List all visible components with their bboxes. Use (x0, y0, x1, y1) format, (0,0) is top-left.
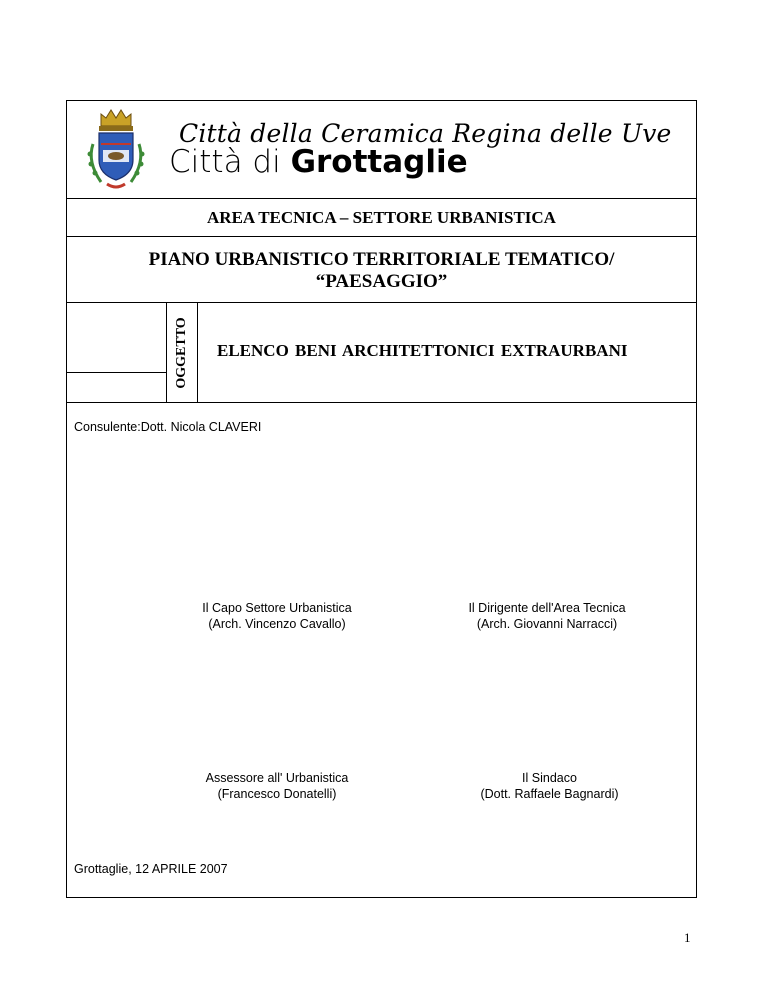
signature-name: (Arch. Vincenzo Cavallo) (208, 617, 346, 631)
signature-role: Assessore all' Urbanistica (205, 771, 349, 785)
signature-block-assessore (192, 770, 362, 802)
piano-title-line2: “PAESAGGIO” (315, 271, 448, 292)
date-line: Grottaglie, 12 APRILE 2007 (74, 862, 228, 876)
city-motto: Città della Ceramica Regina delle Uve (179, 119, 672, 148)
signature-name: (Francesco Donatelli) (217, 787, 337, 801)
area-row (67, 199, 696, 237)
oggetto-text: ELENCO BENI ARCHITETTONICI EXTRAURBANI (217, 341, 628, 360)
signature-role: Il Capo Settore Urbanistica (202, 601, 352, 615)
signature-block-sindaco (462, 770, 637, 802)
city-title (169, 146, 468, 178)
city-crest-logo (79, 104, 154, 194)
piano-row (67, 237, 696, 303)
piano-title-line1: PIANO URBANISTICO TERRITORIALE TEMATICO/ (148, 249, 615, 270)
consulente-line: Consulente:Dott. Nicola CLAVERI (74, 420, 262, 434)
letterhead (67, 101, 696, 199)
signature-name: (Arch. Giovanni Narracci) (476, 617, 618, 631)
signature-role: Il Sindaco (522, 771, 577, 785)
document-frame (66, 100, 697, 898)
oggetto-row (67, 303, 696, 403)
page-number: 1 (684, 930, 691, 945)
empty-cell-bottom (67, 373, 166, 403)
city-title-name: Grottaglie (290, 144, 468, 180)
signature-name: (Dott. Raffaele Bagnardi) (480, 787, 619, 801)
empty-cell-top (67, 303, 166, 373)
city-title-prefix: Città di (169, 144, 281, 180)
oggetto-label: OGGETTO (174, 317, 189, 389)
signature-block-capo-settore (192, 600, 362, 632)
oggetto-label-cell (166, 303, 198, 403)
body-section (67, 403, 696, 899)
piano-title (67, 249, 696, 293)
signature-role: Il Dirigente dell'Area Tecnica (468, 601, 626, 615)
signature-block-dirigente (447, 600, 647, 632)
area-title: AREA TECNICA – SETTORE URBANISTICA (207, 208, 556, 227)
